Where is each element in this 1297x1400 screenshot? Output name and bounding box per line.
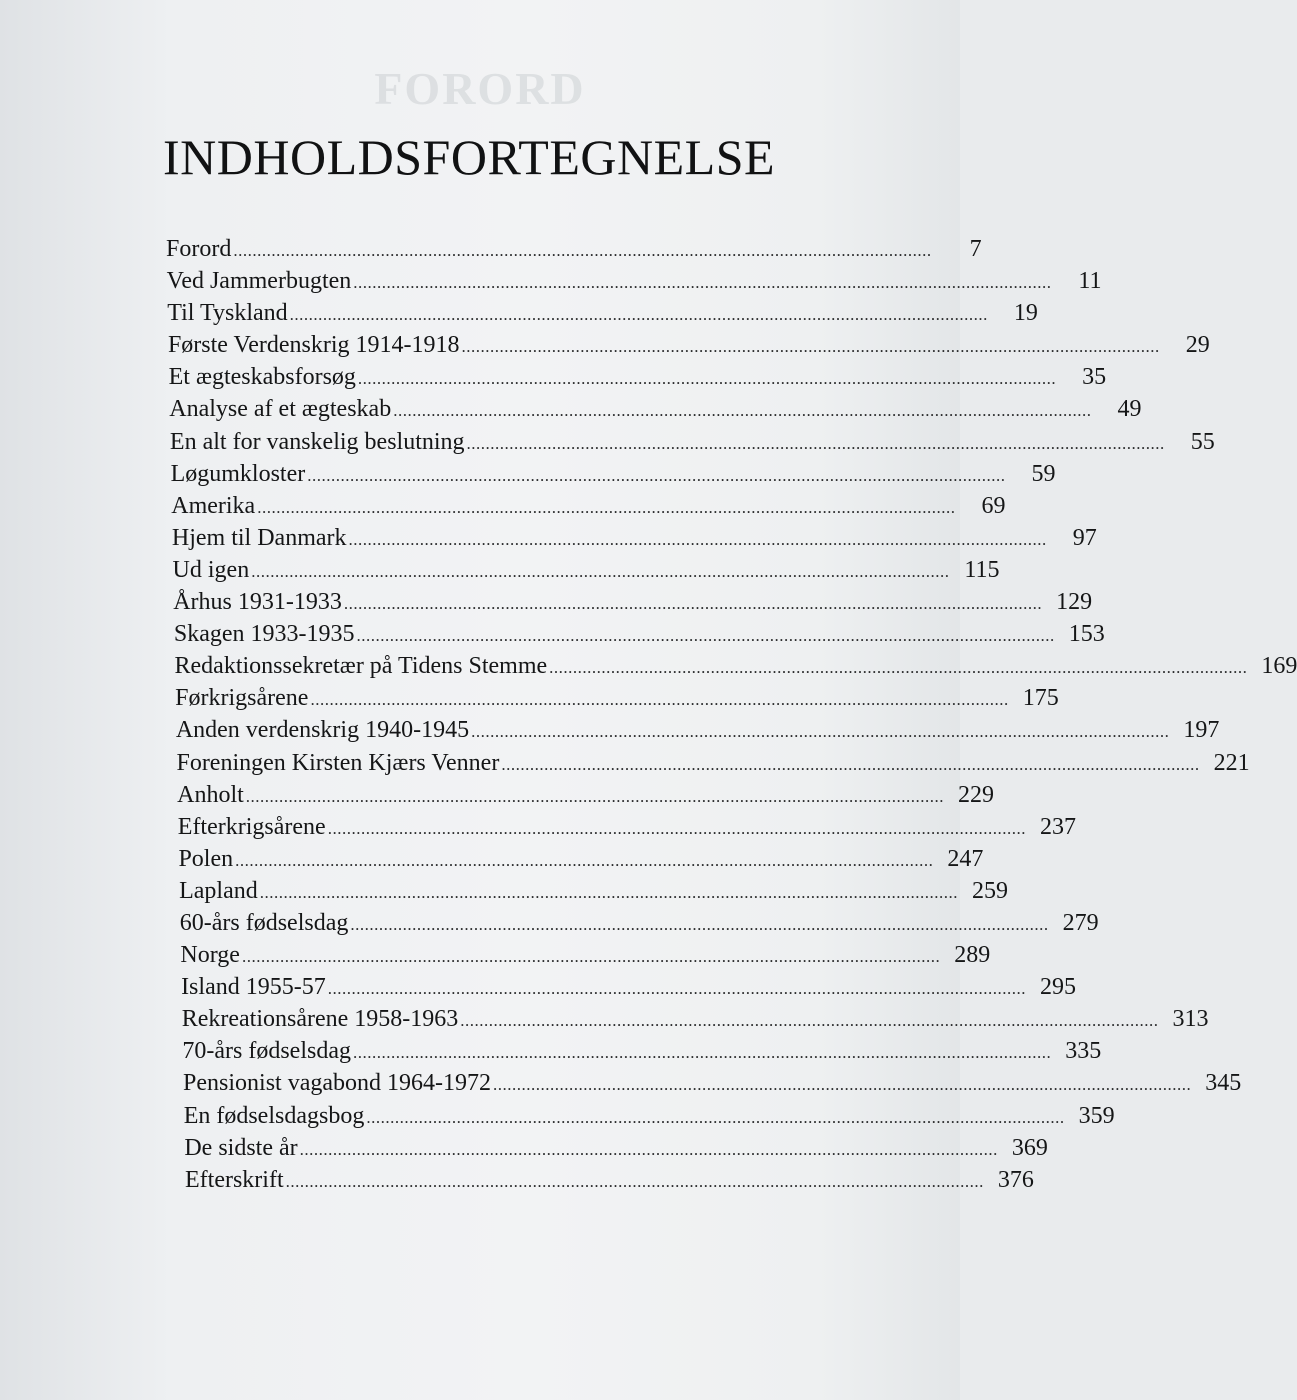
dot-leader: ................................................................................................................................................... [471,722,1170,742]
toc-entry-title: Pensionist vagabond 1964-1972 [183,1070,492,1097]
toc-entry-title: Amerika [171,492,256,519]
dot-leader: ................................................................................................................................................... [393,401,1092,421]
toc-entry-page-number: 7 [969,236,982,262]
toc-entry-title: Førkrigsårene [175,685,309,712]
toc-entry-page-number: 229 [958,781,995,808]
toc-entry-title: Lapland [179,877,258,904]
dot-leader: ................................................................................................................................................... [285,1171,984,1191]
toc-entry [0,1132,1048,1164]
dot-leader: ................................................................................................................................................... [353,1043,1052,1063]
dot-leader: ................................................................................................................................................... [327,818,1026,838]
dot-leader: ................................................................................................................................................... [357,369,1057,389]
toc-entry [0,714,1220,746]
toc-entry-title: Skagen 1933-1935 [173,621,355,648]
toc-entry [0,939,991,971]
table-of-contents [0,233,1297,1196]
toc-entry-title: Analyse af et ægteskab [169,396,392,423]
toc-entry [0,1067,1242,1099]
toc-entry-title: Foreningen Kirsten Kjærs Venner [176,749,500,776]
toc-entry-page-number: 345 [1205,1070,1242,1097]
toc-entry-title: Ud igen [172,556,250,583]
toc-entry-page-number: 115 [964,556,1000,583]
page-title: INDHOLDSFORTEGNELSE [163,129,776,185]
toc-entry [0,297,1038,329]
toc-entry [0,522,1097,554]
toc-entry-page-number: 279 [1062,909,1099,936]
dot-leader: ................................................................................................................................................... [307,465,1006,485]
toc-entry-page-number: 376 [997,1166,1034,1193]
toc-entry-title: 70-års fødselsdag [182,1038,351,1065]
toc-entry-page-number: 55 [1190,428,1215,455]
toc-entry-page-number: 335 [1065,1038,1102,1065]
toc-entry-page-number: 69 [981,492,1006,519]
toc-entry [0,265,1102,297]
toc-entry-page-number: 247 [947,845,984,872]
toc-entry [0,490,1006,522]
toc-entry [0,907,1099,939]
toc-entry [0,426,1215,458]
toc-entry-page-number: 169 [1261,653,1297,680]
toc-entry [0,682,1059,714]
toc-entry-page-number: 259 [971,877,1008,904]
dot-leader: ................................................................................................................................................... [233,241,932,260]
toc-entry-page-number: 19 [1013,300,1038,327]
toc-entry [0,1035,1102,1067]
toc-entry-title: Hjem til Danmark [171,524,347,551]
toc-entry-page-number: 35 [1082,364,1107,391]
toc-entry-title: Norge [180,942,240,969]
toc-entry-title: Polen [178,845,234,872]
dot-leader: ................................................................................................................................................... [549,658,1248,678]
dot-leader: ................................................................................................................................................... [289,305,988,325]
toc-entry-page-number: 49 [1117,396,1142,423]
toc-entry-title: En alt for vanskelig beslutning [169,428,465,455]
dot-leader: ................................................................................................................................................... [348,529,1047,549]
toc-entry-title: Et ægteskabsforsøg [168,364,356,391]
toc-entry [0,618,1105,650]
dot-leader: ................................................................................................................................................... [257,497,956,517]
toc-entry-title: Forord [166,236,232,262]
toc-entry [0,971,1076,1003]
toc-entry [0,843,984,875]
dot-leader: ................................................................................................................................................... [501,754,1200,774]
toc-entry-page-number: 11 [1078,268,1102,295]
toc-entry-title: Island 1955-57 [181,974,326,1001]
dot-leader: ................................................................................................................................................... [461,337,1160,357]
toc-entry-page-number: 313 [1172,1006,1209,1033]
bleed-through-title: FORORD [374,63,586,114]
toc-entry [0,747,1250,779]
toc-entry [0,586,1093,618]
dot-leader: ................................................................................................................................................... [310,690,1009,710]
toc-entry-title: Efterkrigsårene [177,813,326,840]
toc-entry-page-number: 221 [1213,749,1250,776]
toc-entry-page-number: 175 [1022,685,1059,712]
toc-entry [0,361,1107,393]
toc-entry [0,329,1210,361]
dot-leader: ................................................................................................................................................... [356,626,1055,646]
toc-entry [0,1164,1034,1196]
toc-entry-title: Efterskrift [185,1166,284,1193]
toc-entry-page-number: 289 [954,942,991,969]
dot-leader: ................................................................................................................................................... [493,1075,1192,1095]
toc-entry-page-number: 237 [1039,813,1076,840]
toc-entry [0,779,995,811]
toc-entry-title: Ved Jammerbugten [166,268,352,295]
dot-leader: ................................................................................................................................................... [299,1139,998,1159]
dot-leader: ................................................................................................................................................... [241,947,941,967]
dot-leader: ................................................................................................................................................... [251,561,950,581]
toc-entry-title: Redaktionssekretær på Tidens Stemme [174,653,548,680]
toc-entry-page-number: 59 [1031,460,1056,487]
toc-entry [0,393,1142,425]
dot-leader: ................................................................................................................................................... [235,850,934,870]
toc-entry-title: Århus 1931-1933 [173,589,342,616]
toc-entry [0,811,1076,843]
toc-entry-title: De sidste år [184,1134,298,1161]
toc-entry [0,650,1297,682]
dot-leader: ................................................................................................................................................... [466,433,1165,453]
dot-leader: ................................................................................................................................................... [350,914,1049,934]
toc-entry-title: Løgumkloster [170,460,306,487]
toc-entry [0,233,982,265]
toc-entry-title: Første Verdenskrig 1914-1918 [167,332,460,359]
toc-entry [0,458,1056,490]
toc-entry-page-number: 97 [1072,524,1097,551]
toc-entry-title: Rekreationsårene 1958-1963 [181,1006,459,1033]
toc-entry-title: Anholt [177,781,244,808]
dot-leader: ................................................................................................................................................... [245,786,945,806]
dot-leader: ................................................................................................................................................... [327,979,1026,999]
toc-entry-page-number: 369 [1011,1134,1048,1161]
dot-leader: ................................................................................................................................................... [259,882,958,902]
toc-entry-page-number: 359 [1078,1102,1115,1129]
toc-entry-page-number: 129 [1056,589,1093,616]
toc-entry-title: En fødselsdagsbog [183,1102,365,1129]
toc-entry [0,875,1008,907]
dot-leader: ................................................................................................................................................... [366,1107,1065,1127]
dot-leader: ................................................................................................................................................... [343,594,1043,614]
toc-entry-page-number: 295 [1039,974,1076,1001]
toc-entry-title: Anden verdenskrig 1940-1945 [175,717,470,744]
toc-entry-title: Til Tyskland [167,300,288,327]
toc-entry-title: 60-års fødselsdag [179,909,349,936]
dot-leader: ................................................................................................................................................... [460,1011,1159,1031]
toc-entry-page-number: 29 [1185,332,1210,359]
dot-leader: ................................................................................................................................................... [353,273,1052,293]
toc-entry [0,1100,1115,1132]
toc-entry [0,1003,1209,1035]
toc-entry-page-number: 153 [1068,621,1105,648]
toc-entry-page-number: 197 [1183,717,1220,744]
toc-entry [0,554,1000,586]
